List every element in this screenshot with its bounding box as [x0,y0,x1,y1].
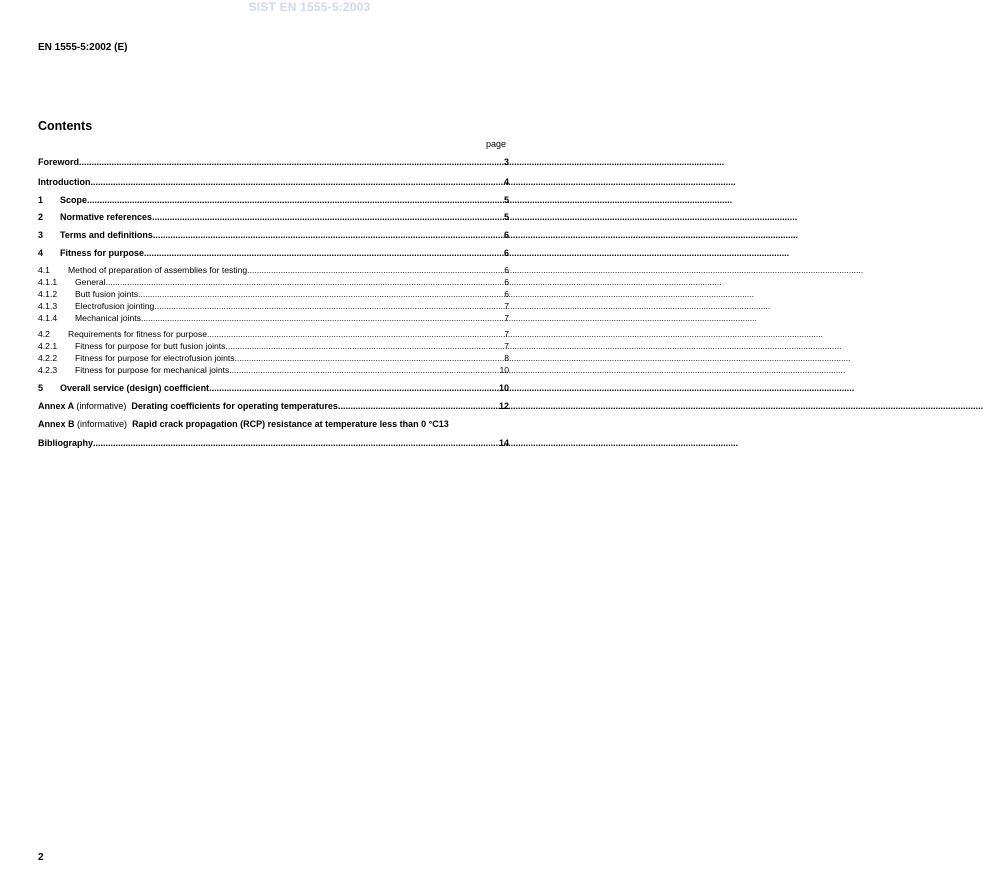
dot-leader [338,401,499,412]
toc-entry-page: 8 [504,353,509,363]
toc-entry-title: Fitness for purpose for mechanical joints [75,365,230,375]
toc-entry-fitness-for-purpose[interactable] [38,248,509,259]
toc-entry-title: Electrofusion jointing [75,301,155,311]
dot-leader [91,177,504,188]
footer-page-number: 2 [38,852,44,863]
toc-entry-title: Overall service (design) coefficient [60,383,210,393]
toc-entry-title: Foreword [38,157,80,167]
toc-entry-bibliography[interactable] [38,438,509,449]
toc-entry-page: 10 [499,365,509,375]
toc-entry-page: 14 [498,438,509,448]
toc-annex-label: Annex B [38,419,75,429]
toc-entry-title: Rapid crack propagation (RCP) resistance at temperature less than 0 °C [132,419,439,429]
dot-leader [154,301,504,312]
dot-leader [229,365,499,376]
toc-entry-page: 13 [438,419,449,429]
toc-entry-page: 6 [504,277,509,287]
toc-entry-4-1-3[interactable] [38,301,509,312]
dot-leader [79,157,504,168]
dot-leader [93,438,499,449]
dot-leader [138,289,504,300]
toc-entry-page: 6 [503,248,509,258]
toc-entry-4-2-1[interactable] [38,341,509,352]
dot-leader [144,248,504,259]
toc-entry-4-1-1[interactable] [38,277,509,288]
dot-leader [235,353,505,364]
toc-entry-page: 6 [504,289,509,299]
dot-leader [152,212,504,223]
toc-entry-title: Terms and definitions [60,230,153,240]
toc-entry-number: 3 [38,230,44,240]
toc-entry-page: 10 [498,383,509,393]
toc-entry-number: 4.2.3 [38,365,58,375]
toc-entry-title: Butt fusion joints [75,289,139,299]
page-column-label: page [486,139,507,149]
toc-entry-page: 3 [503,157,509,167]
toc-entry-number: 4.2.2 [38,353,58,363]
toc-entry-4-2-2[interactable] [38,353,509,364]
toc-entry-title: Requirements for fitness for purpose [68,329,207,339]
contents-heading: Contents [38,119,93,133]
dot-leader [225,341,504,352]
toc-entry-title: Bibliography [38,438,94,448]
toc-entry-title: Mechanical joints [75,313,141,323]
toc-entry-foreword[interactable] [38,157,509,168]
dot-leader [153,230,504,241]
watermark: SIST EN 1555-5:2003 [248,0,371,14]
toc-entry-normative-references[interactable] [38,212,509,223]
toc-entry-introduction[interactable] [38,177,509,188]
toc-entry-number: 1 [38,195,44,205]
toc-entry-title: Method of preparation of assemblies for testing [68,265,248,275]
toc-entry-number: 2 [38,212,44,222]
toc-entry-title: Derating coefficients for operating temperatures [131,401,338,411]
toc-entry-number: 4.1.2 [38,289,58,299]
toc-entry-page: 7 [504,329,509,339]
toc-entry-page: 12 [498,401,509,411]
toc-entry-number: 5 [38,383,44,393]
toc-entry-page: 5 [503,195,509,205]
toc-entry-number: 4.1.3 [38,301,58,311]
toc-entry-title: Normative references [60,212,153,222]
toc-entry-title: Fitness for purpose for electrofusion joints [75,353,235,363]
toc-entry-4-2-3[interactable] [38,365,509,376]
toc-entry-4-1[interactable] [38,265,509,276]
toc-entry-4-2[interactable] [38,329,509,340]
toc-entry-number: 4 [38,248,44,258]
toc-entry-number: 4.1.4 [38,313,58,323]
toc-entry-number: 4.2.1 [38,341,58,351]
toc-entry-overall-service-coefficient[interactable] [38,383,509,394]
dot-leader [209,383,499,394]
toc-entry-page: 7 [504,341,509,351]
dot-leader [87,195,504,206]
toc-annex-info: (informative) [76,401,127,411]
toc-entry-annex-b[interactable] [38,419,509,430]
dot-leader [141,313,504,324]
toc-entry-4-1-2[interactable] [38,289,509,300]
toc-entry-title: Fitness for purpose for butt fusion joints [75,341,226,351]
toc-entry-number: 4.1.1 [38,277,58,287]
toc-entry-page: 5 [503,212,509,222]
dot-leader [247,265,504,276]
toc-entry-page: 4 [503,177,509,187]
toc-entry-title: Fitness for purpose [60,248,145,258]
toc-entry-page: 7 [504,313,509,323]
toc-entry-title: Scope [60,195,88,205]
dot-leader [207,329,504,340]
toc-annex-label: Annex A [38,401,74,411]
toc-annex-info: (informative) [77,419,128,429]
toc-entry-page: 6 [503,230,509,240]
toc-entry-4-1-4[interactable] [38,313,509,324]
toc-entry-title: Introduction [38,177,91,187]
dot-leader [106,277,505,288]
toc-entry-page: 6 [504,265,509,275]
toc-entry-title: General [75,277,106,287]
toc-entry-number: 4.2 [38,329,50,339]
document-id: EN 1555-5:2002 (E) [38,42,128,53]
toc-entry-page: 7 [504,301,509,311]
toc-entry-number: 4.1 [38,265,50,275]
toc-entry-scope[interactable] [38,195,509,206]
toc-entry-annex-a[interactable] [38,401,509,412]
toc-entry-terms-and-definitions[interactable] [38,230,509,241]
